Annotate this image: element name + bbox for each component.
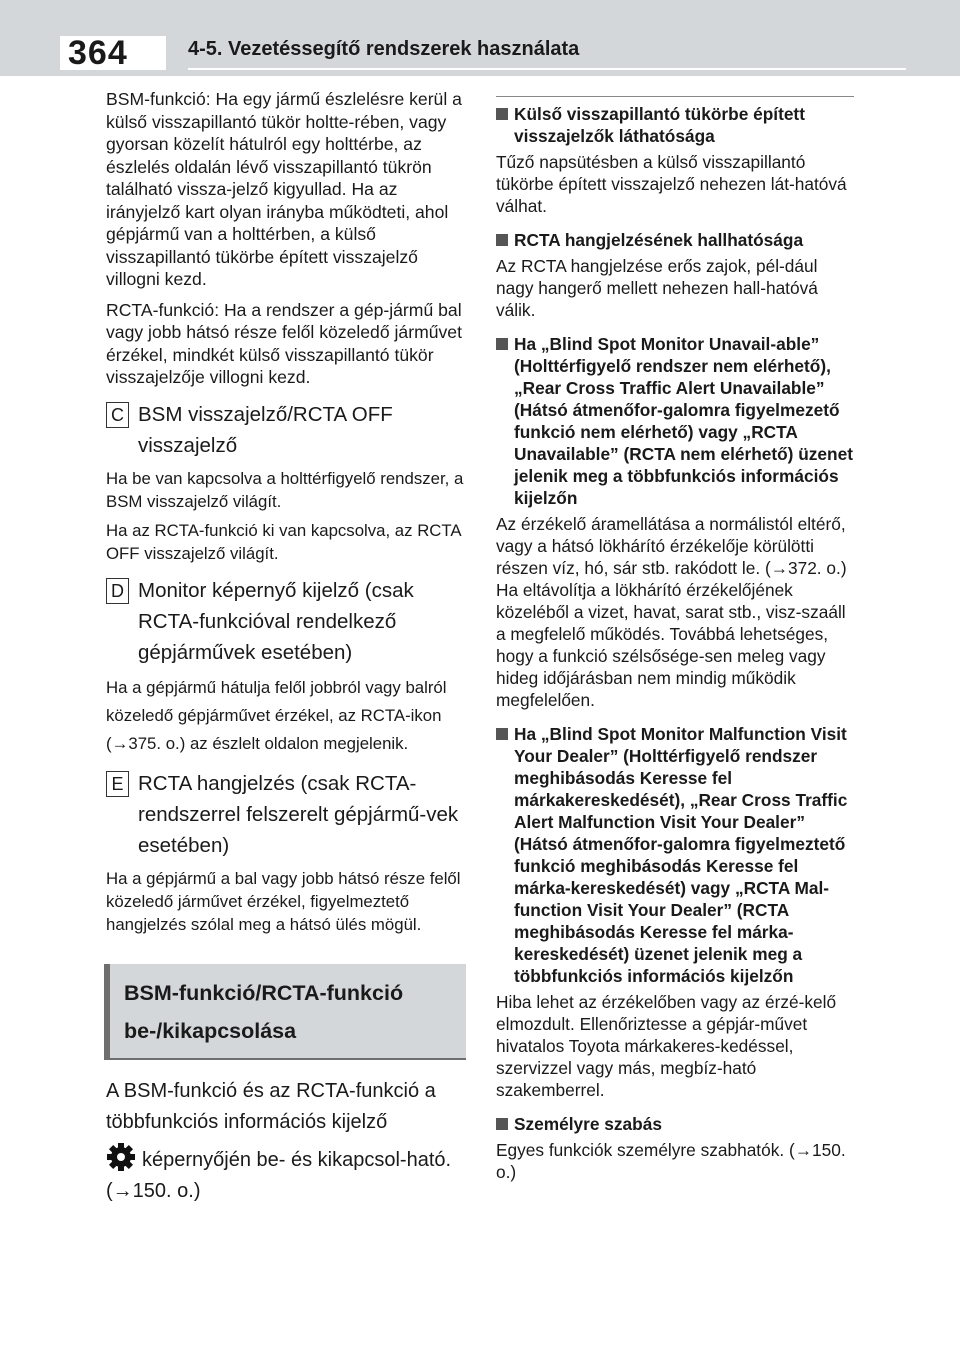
item-text: Ha be van kapcsolva a holttérfigyelő rendszer, a BSM visszajelző világít.	[106, 468, 464, 511]
section-text-2: képernyőjén be- és kikapcsol-ható. (→150. o.)	[106, 1148, 452, 1202]
item-e	[106, 768, 466, 936]
item-title: Monitor képernyő kijelző (csak RCTA-funkcióval rendelkező gépjárművek esetében)	[138, 578, 414, 664]
square-bullet-icon	[496, 234, 508, 246]
info-block	[496, 1113, 856, 1183]
info-title	[496, 333, 856, 509]
info-block	[496, 229, 856, 321]
item-text: Ha az RCTA-funkció ki van kapcsolva, az RCTA OFF visszajelző világít.	[106, 520, 461, 563]
item-text: Ha a gépjármű hátulja felől jobbról vagy balról közeledő gépjárművet érzékel, az RCTA-ikon (→375. o.) az észlelt oldalon megjelenik.	[106, 677, 447, 753]
info-block	[496, 333, 856, 711]
info-title-text: Külső visszapillantó tükörbe épített visszajelzők láthatósága	[514, 104, 805, 146]
right-rule	[496, 96, 854, 97]
info-title-text: Ha „Blind Spot Monitor Malfunction Visit Your Dealer” (Holttérfigyelő rendszer meghibásodás Keresse fel márkakereskedését), „Rear Cross Traffic Alert Malfunction Visit Your Dealer” (Hátsó átmenőfor-galomra figyelmeztető funkció meghibásodás Keresse fel márka-kereskedését) vagy „RCTA Mal-function Visit Your Dealer” (RCTA meghibásodás Keresse fel márka-kereskedését) üzenet jelenik meg a többfunkciós információs kijelzőn	[514, 724, 848, 986]
section-text-with-icon	[106, 1142, 466, 1207]
right-column	[496, 96, 856, 1187]
item-d	[106, 575, 466, 758]
info-title	[496, 103, 856, 147]
info-block	[496, 723, 856, 1101]
info-title-text: Ha „Blind Spot Monitor Unavail-able” (Holttérfigyelő rendszer nem elérhető), „Rear Cross Traffic Alert Unavailable” (Hátsó átmenőfor-galomra figyelmezető funkció nem elérhető) vagy „RCTA Unavailable” (RCTA nem elérhető) üzenet jelenik meg a többfunkciós információs kijelzőn	[514, 334, 853, 508]
info-title	[496, 229, 856, 251]
item-heading	[106, 768, 466, 861]
item-letter: C	[106, 402, 129, 428]
header-rule	[188, 68, 906, 70]
info-text: Tűző napsütésben a külső visszapillantó tükörbe épített visszajelző nehezen lát-hatóvá válhat.	[496, 152, 847, 216]
bsm-paragraph: BSM-funkció: Ha egy jármű észlelésre kerül a külső visszapillantó tükör holtte-rében, vagy gyorsan közelít hátulról egy holttérbe, az észlelés oldalán lévő visszapillantó tükrön található vissza-jelző kigyullad. Ha az irányjelző kart olyan irányba működteti, ahol gépjármű van a holttérben, a külső visszapillantó tükörbe épített visszajelző villogni kezd.	[106, 89, 462, 289]
square-bullet-icon	[496, 338, 508, 350]
info-text: Az RCTA hangjelzése erős zajok, pél-dául nagy hangerő mellett nehezen hall-hatóvá válik.	[496, 256, 818, 320]
square-bullet-icon	[496, 1118, 508, 1130]
square-bullet-icon	[496, 728, 508, 740]
item-text: Ha a gépjármű a bal vagy jobb hátsó része felől közeledő járművet érzékel, figyelmeztető hangjelzés szólal meg a hátsó ülés mögül.	[106, 868, 461, 934]
info-text: Hiba lehet az érzékelőben vagy az érzé-kelő elmozdult. Ellenőriztesse a gépjár-művet hivatalos Toyota márkakeres-kedéssel, szervizzel vagy más, megbíz-ható szakemberrel.	[496, 992, 837, 1100]
info-block	[496, 103, 856, 217]
rcta-paragraph: RCTA-funkció: Ha a rendszer a gép-jármű bal vagy jobb hátsó része felől közeledő járművet érzékel, mindkét külső visszapillantó tükör visszajelzője villogni kezd.	[106, 299, 462, 387]
page-number: 364	[60, 36, 166, 70]
info-title	[496, 723, 856, 987]
info-title-text: Személyre szabás	[514, 1114, 662, 1134]
info-title	[496, 1113, 856, 1135]
info-text: Ha eltávolítja a lökhárító érzékelőjének közeléből a vizet, havat, sarat stb., visz-szaáll a megfelelő működés. Továbbá lehetséges, hogy a funkció szélsősége-sen meleg vagy hideg időjárásban nem mindig működik megfelelően.	[496, 580, 846, 710]
item-title: RCTA hangjelzés (csak RCTA-rendszerrel felszerelt gépjármű-vek esetében)	[138, 771, 459, 857]
section-heading-box: BSM-funkció/RCTA-funkció be-/kikapcsolása	[104, 964, 466, 1060]
item-letter: E	[106, 771, 129, 797]
item-heading	[106, 399, 466, 461]
page-header	[0, 0, 960, 82]
section-title: 4-5. Vezetéssegítő rendszerek használata	[188, 38, 580, 60]
info-text: Egyes funkciók személyre szabhatók. (→150. o.)	[496, 1140, 846, 1182]
item-title: BSM visszajelző/RCTA OFF visszajelző	[138, 402, 393, 457]
left-column	[106, 88, 466, 1207]
square-bullet-icon	[496, 108, 508, 120]
info-title-text: RCTA hangjelzésének hallhatósága	[514, 230, 804, 250]
info-text: Az érzékelő áramellátása a normálistól eltérő, vagy a hátsó lökhárító érzékelője körülötti részen víz, hó, sár stb. rakódott le. (→372. o.)	[496, 514, 847, 578]
item-c	[106, 399, 466, 565]
item-heading	[106, 575, 466, 668]
section-text: A BSM-funkció és az RCTA-funkció a többfunkciós információs kijelző	[106, 1079, 436, 1133]
gear-icon	[106, 1142, 136, 1172]
item-letter: D	[106, 578, 129, 604]
